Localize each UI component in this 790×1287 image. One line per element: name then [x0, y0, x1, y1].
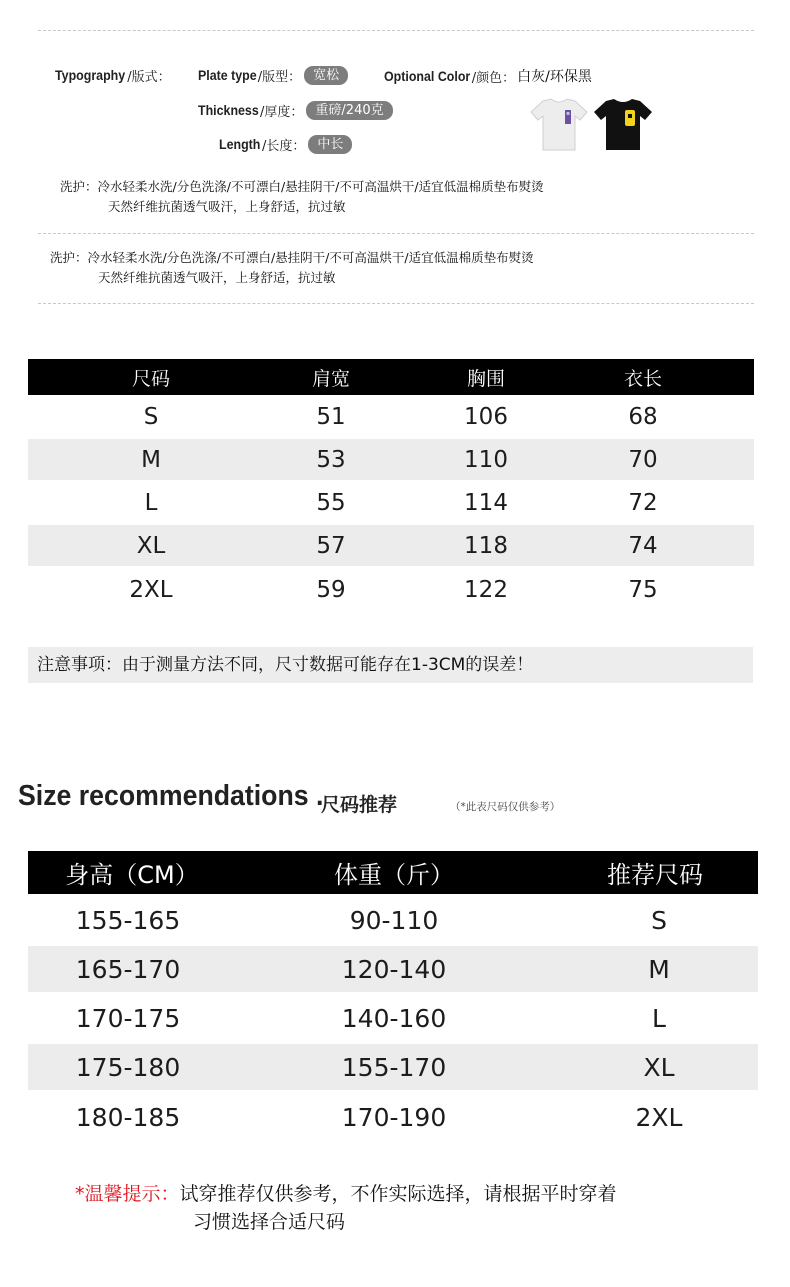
cell-length: 72: [628, 489, 658, 516]
care-label: 洗护：: [50, 250, 88, 265]
care-line-1: 冷水轻柔水洗/分色洗涤/不可漂白/悬挂阴干/不可高温烘干/适宜低温棉质垫布熨烫: [97, 179, 544, 194]
color-row: [384, 66, 592, 86]
cell-weight: 140-160: [341, 1003, 447, 1033]
cell-chest: 118: [464, 532, 508, 559]
tip-line-2: 习惯选择合适尺码: [193, 1211, 346, 1233]
cell-recommended-size: S: [651, 905, 667, 935]
plate-type-label-cn: /版型：: [257, 70, 302, 85]
cell-shoulder: 57: [316, 532, 346, 559]
divider-care-1: [38, 233, 754, 234]
thickness-label-cn: /厚度：: [260, 105, 304, 120]
cell-weight: 120-140: [341, 954, 447, 984]
cell-recommended-size: L: [652, 1003, 666, 1033]
length-row: [219, 135, 352, 154]
cell-weight: 90-110: [349, 905, 439, 935]
care-label: 洗护：: [60, 179, 98, 194]
black-tshirt-image: [592, 98, 654, 152]
table-row: [28, 946, 758, 992]
spec-row-1: [55, 66, 171, 85]
warm-tip: [75, 1180, 617, 1236]
typography-label-en: Typography: [55, 68, 126, 83]
cell-recommended-size: M: [648, 954, 670, 984]
thickness-label-en: Thickness: [198, 103, 259, 118]
header-height: 身高（CM）: [65, 861, 199, 889]
cell-weight: 155-170: [341, 1052, 447, 1082]
thickness-value: 重磅/240克: [306, 101, 392, 120]
white-tshirt-image: [529, 98, 589, 152]
size-table: [28, 359, 754, 614]
length-value: 中长: [308, 135, 352, 154]
care-line-2: 天然纤维抗菌透气吸汗，上身舒适，抗过敏: [108, 199, 346, 214]
table-row: [28, 1044, 758, 1090]
care-line-1: 冷水轻柔水洗/分色洗涤/不可漂白/悬挂阴干/不可高温烘干/适宜低温棉质垫布熨烫: [87, 250, 534, 265]
cell-height: 180-185: [75, 1102, 181, 1132]
cell-chest: 110: [464, 446, 508, 473]
cell-chest: 122: [464, 577, 508, 603]
header-weight: 体重（斤）: [334, 861, 454, 889]
cell-height: 170-175: [75, 1003, 181, 1033]
color-label-en: Optional Color: [384, 68, 471, 84]
cell-length: 70: [628, 446, 658, 473]
cell-size: M: [141, 446, 161, 473]
cell-size: 2XL: [129, 577, 173, 603]
plate-type-value: 宽松: [304, 66, 348, 85]
divider-top: [38, 30, 754, 31]
cell-chest: 106: [464, 404, 508, 430]
header-shoulder: 肩宽: [311, 367, 350, 390]
table-row: [28, 439, 754, 480]
recommendation-table: [28, 851, 758, 1144]
cell-shoulder: 55: [316, 489, 346, 516]
color-label-cn: /颜色：: [471, 70, 516, 86]
cell-size: XL: [136, 532, 166, 559]
color-value: 白灰/环保黑: [517, 69, 592, 85]
care-block-1: [60, 177, 544, 217]
cell-chest: 114: [464, 489, 508, 516]
plate-type-label-en: Plate type: [198, 68, 257, 83]
header-length: 衣长: [623, 367, 662, 390]
tip-label: *温馨提示：: [75, 1183, 180, 1205]
table-row: [28, 395, 754, 439]
tip-line-1: 试穿推荐仅供参考，不作实际选择，请根据平时穿着: [179, 1183, 617, 1205]
title-en: Size recommendations .: [18, 780, 324, 812]
table-row: [28, 992, 758, 1044]
care-line-2: 天然纤维抗菌透气吸汗，上身舒适，抗过敏: [98, 270, 336, 285]
cell-length: 74: [628, 532, 658, 559]
table-row: [28, 1090, 758, 1144]
cell-shoulder: 51: [316, 404, 346, 430]
table-row: [28, 566, 754, 614]
care-block-2: [50, 248, 534, 288]
cell-recommended-size: 2XL: [635, 1102, 683, 1132]
divider-care-2: [38, 303, 754, 304]
table-row: [28, 894, 758, 946]
cell-weight: 170-190: [341, 1102, 447, 1132]
cell-length: 68: [628, 404, 658, 430]
length-label-en: Length: [219, 137, 261, 152]
header-recommended-size: 推荐尺码: [607, 861, 703, 889]
size-recommendations-title: [18, 780, 561, 816]
table-row: [28, 525, 754, 566]
thickness-row: [198, 101, 393, 120]
length-label-cn: /长度：: [262, 139, 306, 154]
cell-size: S: [143, 404, 159, 430]
size-table-header: [28, 359, 754, 395]
cell-shoulder: 59: [316, 577, 346, 603]
cell-length: 75: [628, 577, 658, 603]
measurement-note: 注意事项：由于测量方法不同，尺寸数据可能存在1-3CM的误差！: [28, 647, 753, 683]
title-note: （*此表尺码仅供参考）: [450, 801, 561, 813]
cell-recommended-size: XL: [643, 1052, 675, 1082]
cell-size: L: [144, 489, 158, 516]
cell-shoulder: 53: [316, 446, 346, 473]
plate-type-row: [198, 66, 348, 85]
recommendation-table-header: [28, 851, 758, 894]
table-row: [28, 480, 754, 525]
header-chest: 胸围: [466, 367, 505, 390]
cell-height: 175-180: [75, 1052, 181, 1082]
cell-height: 155-165: [75, 905, 181, 935]
title-cn: 尺码推荐: [321, 794, 398, 816]
header-size: 尺码: [131, 367, 170, 390]
cell-height: 165-170: [75, 954, 181, 984]
typography-label-cn: /版式：: [127, 70, 171, 85]
